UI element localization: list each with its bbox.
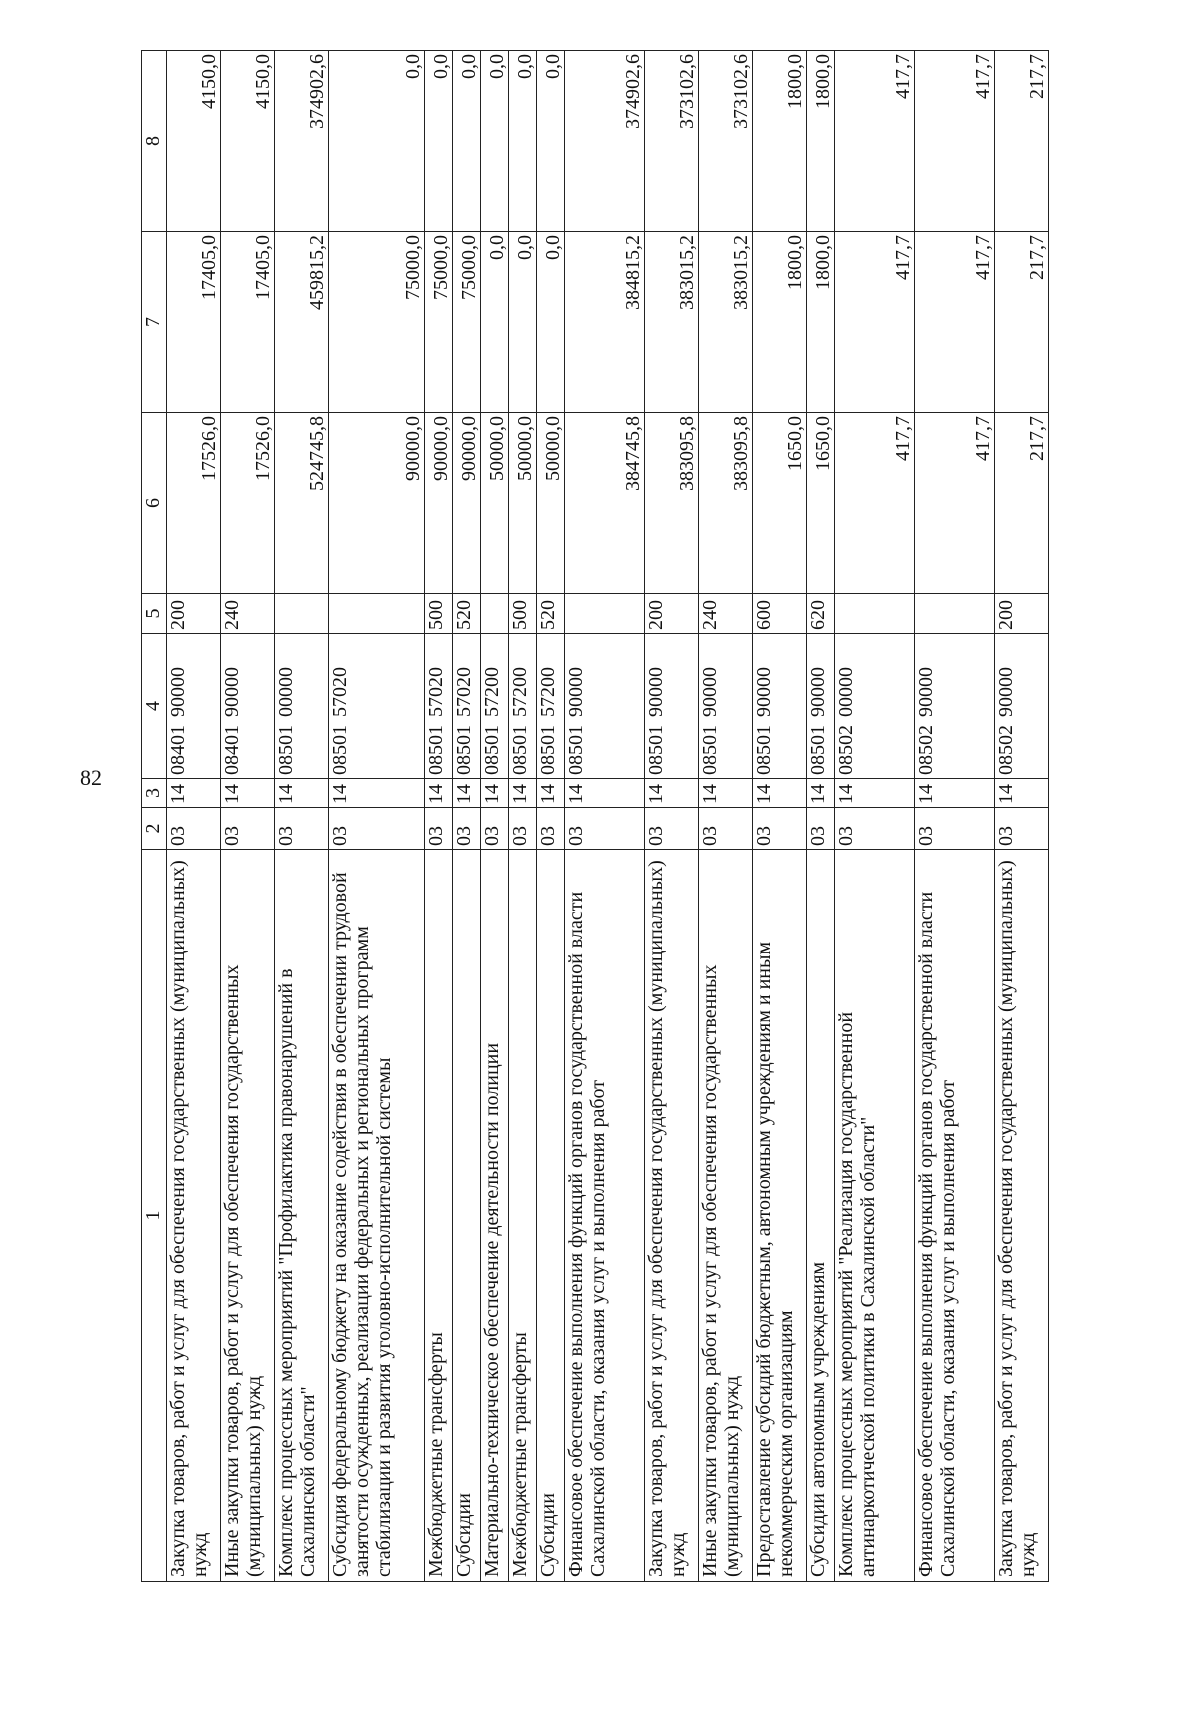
target-article-part-2: 00000 xyxy=(275,667,297,717)
row-target-article xyxy=(221,634,275,779)
target-article-part-1: 08501 xyxy=(537,725,559,775)
table-row xyxy=(537,51,565,1582)
row-target-article xyxy=(699,634,753,779)
row-subsection-code: 14 xyxy=(645,779,699,808)
row-subsection-code: 14 xyxy=(565,779,645,808)
row-expense-type: 200 xyxy=(167,594,221,634)
row-value-col7: 0,0 xyxy=(481,232,509,413)
row-subsection-code: 14 xyxy=(329,779,425,808)
row-value-col7: 417,7 xyxy=(835,232,915,413)
col-header-8: 8 xyxy=(142,51,167,232)
col-header-2: 2 xyxy=(142,808,167,850)
target-article-part-1: 08502 xyxy=(995,725,1017,775)
row-value-col6: 50000,0 xyxy=(481,413,509,594)
target-article-part-1: 08501 xyxy=(645,725,667,775)
row-name: Комплекс процессных мероприятий "Реализация государственной антинаркотической политики в Сахалинской области" xyxy=(835,850,915,1582)
row-name: Материально-техническое обеспечение деятельности полиции xyxy=(481,850,509,1582)
target-article-part-2: 57020 xyxy=(329,667,351,717)
target-article-part-1: 08501 xyxy=(565,725,587,775)
row-expense-type xyxy=(329,594,425,634)
target-article-part-1: 08501 xyxy=(425,725,447,775)
row-name: Субсидии xyxy=(453,850,481,1582)
target-article-part-1: 08501 xyxy=(509,725,531,775)
row-value-col6: 90000,0 xyxy=(453,413,481,594)
target-article-part-1: 08501 xyxy=(329,725,351,775)
row-value-col7: 384815,2 xyxy=(565,232,645,413)
row-section-code: 03 xyxy=(275,808,329,850)
row-value-col7: 17405,0 xyxy=(167,232,221,413)
target-article-part-1: 08501 xyxy=(699,725,721,775)
target-article-part-2: 90000 xyxy=(565,667,587,717)
row-target-article xyxy=(167,634,221,779)
row-target-article xyxy=(995,634,1049,779)
row-subsection-code: 14 xyxy=(537,779,565,808)
table-row xyxy=(453,51,481,1582)
row-value-col6: 90000,0 xyxy=(425,413,453,594)
target-article-part-2: 57020 xyxy=(453,667,475,717)
table-row xyxy=(699,51,753,1582)
row-section-code: 03 xyxy=(221,808,275,850)
row-section-code: 03 xyxy=(807,808,835,850)
row-value-col8: 0,0 xyxy=(425,51,453,232)
row-subsection-code: 14 xyxy=(995,779,1049,808)
row-name: Закупка товаров, работ и услуг для обеспечения государственных (муниципальных) нужд xyxy=(995,850,1049,1582)
row-name: Субсидии автономным учреждениям xyxy=(807,850,835,1582)
row-section-code: 03 xyxy=(995,808,1049,850)
target-article-part-2: 57200 xyxy=(509,667,531,717)
row-expense-type: 620 xyxy=(807,594,835,634)
row-expense-type xyxy=(835,594,915,634)
row-value-col8: 1800,0 xyxy=(753,51,807,232)
row-expense-type: 240 xyxy=(221,594,275,634)
row-value-col6: 383095,8 xyxy=(699,413,753,594)
budget-table xyxy=(141,50,1049,1582)
row-section-code: 03 xyxy=(645,808,699,850)
row-section-code: 03 xyxy=(509,808,537,850)
table-row xyxy=(425,51,453,1582)
target-article-part-2: 57200 xyxy=(537,667,559,717)
row-target-article xyxy=(835,634,915,779)
row-target-article xyxy=(275,634,329,779)
row-subsection-code: 14 xyxy=(753,779,807,808)
row-value-col6: 17526,0 xyxy=(167,413,221,594)
row-expense-type: 500 xyxy=(425,594,453,634)
table-row xyxy=(753,51,807,1582)
row-value-col8: 373102,6 xyxy=(645,51,699,232)
row-name: Иные закупки товаров, работ и услуг для обеспечения государственных (муниципальных) нужд xyxy=(699,850,753,1582)
target-article-part-2: 00000 xyxy=(835,667,857,717)
row-target-article xyxy=(915,634,995,779)
row-target-article xyxy=(329,634,425,779)
target-article-part-2: 90000 xyxy=(753,667,775,717)
target-article-part-1: 08501 xyxy=(481,725,503,775)
row-expense-type xyxy=(565,594,645,634)
row-value-col8: 417,7 xyxy=(835,51,915,232)
row-subsection-code: 14 xyxy=(807,779,835,808)
row-target-article xyxy=(753,634,807,779)
row-expense-type: 500 xyxy=(509,594,537,634)
row-value-col8: 374902,6 xyxy=(275,51,329,232)
row-value-col7: 17405,0 xyxy=(221,232,275,413)
target-article-part-1: 08501 xyxy=(453,725,475,775)
row-section-code: 03 xyxy=(425,808,453,850)
target-article-part-2: 90000 xyxy=(699,667,721,717)
row-section-code: 03 xyxy=(915,808,995,850)
row-name: Финансовое обеспечение выполнения функций органов государственной власти Сахалинской области, оказания услуг и выполнения работ xyxy=(565,850,645,1582)
row-target-article xyxy=(537,634,565,779)
row-target-article xyxy=(807,634,835,779)
row-name: Финансовое обеспечение выполнения функций органов государственной власти Сахалинской области, оказания услуг и выполнения работ xyxy=(915,850,995,1582)
row-value-col7: 383015,2 xyxy=(645,232,699,413)
row-name: Иные закупки товаров, работ и услуг для обеспечения государственных (муниципальных) нужд xyxy=(221,850,275,1582)
row-subsection-code: 14 xyxy=(425,779,453,808)
row-value-col8: 417,7 xyxy=(915,51,995,232)
row-value-col6: 384745,8 xyxy=(565,413,645,594)
row-expense-type xyxy=(275,594,329,634)
row-value-col6: 417,7 xyxy=(915,413,995,594)
row-expense-type: 520 xyxy=(453,594,481,634)
row-name: Предоставление субсидий бюджетным, автономным учреждениям и иным некоммерческим организациям xyxy=(753,850,807,1582)
row-value-col7: 75000,0 xyxy=(329,232,425,413)
row-value-col7: 217,7 xyxy=(995,232,1049,413)
row-section-code: 03 xyxy=(537,808,565,850)
row-subsection-code: 14 xyxy=(509,779,537,808)
row-value-col6: 90000,0 xyxy=(329,413,425,594)
target-article-part-2: 57200 xyxy=(481,667,503,717)
target-article-part-1: 08401 xyxy=(167,725,189,775)
page-number: 82 xyxy=(80,765,102,790)
target-article-part-2: 90000 xyxy=(995,667,1017,717)
row-value-col6: 1650,0 xyxy=(753,413,807,594)
row-subsection-code: 14 xyxy=(835,779,915,808)
row-value-col8: 0,0 xyxy=(509,51,537,232)
row-value-col8: 0,0 xyxy=(537,51,565,232)
row-value-col7: 1800,0 xyxy=(753,232,807,413)
row-value-col8: 217,7 xyxy=(995,51,1049,232)
row-target-article xyxy=(509,634,537,779)
row-value-col6: 383095,8 xyxy=(645,413,699,594)
row-expense-type xyxy=(915,594,995,634)
row-subsection-code: 14 xyxy=(221,779,275,808)
col-header-6: 6 xyxy=(142,413,167,594)
col-header-1: 1 xyxy=(142,850,167,1582)
row-expense-type: 200 xyxy=(995,594,1049,634)
row-value-col8: 373102,6 xyxy=(699,51,753,232)
row-value-col6: 217,7 xyxy=(995,413,1049,594)
row-value-col8: 1800,0 xyxy=(807,51,835,232)
row-value-col6: 1650,0 xyxy=(807,413,835,594)
row-value-col7: 383015,2 xyxy=(699,232,753,413)
table-row xyxy=(167,51,221,1582)
row-section-code: 03 xyxy=(835,808,915,850)
table-row xyxy=(221,51,275,1582)
table-row xyxy=(645,51,699,1582)
row-name: Закупка товаров, работ и услуг для обеспечения государственных (муниципальных) нужд xyxy=(167,850,221,1582)
row-name: Комплекс процессных мероприятий "Профилактика правонарушений в Сахалинской области" xyxy=(275,850,329,1582)
table-row xyxy=(329,51,425,1582)
row-expense-type: 200 xyxy=(645,594,699,634)
target-article-part-1: 08501 xyxy=(275,725,297,775)
row-subsection-code: 14 xyxy=(481,779,509,808)
target-article-part-1: 08401 xyxy=(221,725,243,775)
row-section-code: 03 xyxy=(453,808,481,850)
row-name: Закупка товаров, работ и услуг для обеспечения государственных (муниципальных) нужд xyxy=(645,850,699,1582)
row-subsection-code: 14 xyxy=(275,779,329,808)
header-row xyxy=(142,51,167,1582)
col-header-5: 5 xyxy=(142,594,167,634)
row-expense-type: 520 xyxy=(537,594,565,634)
row-subsection-code: 14 xyxy=(167,779,221,808)
table-row xyxy=(509,51,537,1582)
table-row xyxy=(915,51,995,1582)
target-article-part-1: 08501 xyxy=(753,725,775,775)
table-row xyxy=(275,51,329,1582)
row-section-code: 03 xyxy=(699,808,753,850)
row-subsection-code: 14 xyxy=(699,779,753,808)
row-expense-type xyxy=(481,594,509,634)
target-article-part-2: 90000 xyxy=(221,667,243,717)
row-value-col7: 0,0 xyxy=(537,232,565,413)
row-target-article xyxy=(425,634,453,779)
row-value-col6: 50000,0 xyxy=(509,413,537,594)
row-expense-type: 240 xyxy=(699,594,753,634)
row-name: Субсидии xyxy=(537,850,565,1582)
row-target-article xyxy=(645,634,699,779)
row-value-col6: 50000,0 xyxy=(537,413,565,594)
row-value-col7: 417,7 xyxy=(915,232,995,413)
row-target-article xyxy=(565,634,645,779)
row-section-code: 03 xyxy=(167,808,221,850)
row-value-col7: 1800,0 xyxy=(807,232,835,413)
row-expense-type: 600 xyxy=(753,594,807,634)
row-value-col6: 17526,0 xyxy=(221,413,275,594)
table-row xyxy=(835,51,915,1582)
budget-table-rotated xyxy=(141,51,1047,1582)
row-value-col7: 75000,0 xyxy=(453,232,481,413)
col-header-7: 7 xyxy=(142,232,167,413)
col-header-3: 3 xyxy=(142,779,167,808)
row-value-col8: 374902,6 xyxy=(565,51,645,232)
row-section-code: 03 xyxy=(481,808,509,850)
target-article-part-2: 57020 xyxy=(425,667,447,717)
row-target-article xyxy=(481,634,509,779)
target-article-part-1: 08502 xyxy=(915,725,937,775)
row-value-col8: 0,0 xyxy=(329,51,425,232)
target-article-part-2: 90000 xyxy=(807,667,829,717)
row-section-code: 03 xyxy=(329,808,425,850)
row-value-col8: 4150,0 xyxy=(167,51,221,232)
row-section-code: 03 xyxy=(753,808,807,850)
row-value-col8: 0,0 xyxy=(481,51,509,232)
target-article-part-1: 08502 xyxy=(835,725,857,775)
row-subsection-code: 14 xyxy=(915,779,995,808)
target-article-part-2: 90000 xyxy=(167,667,189,717)
target-article-part-1: 08501 xyxy=(807,725,829,775)
row-name: Межбюджетные трансферты xyxy=(509,850,537,1582)
col-header-4: 4 xyxy=(142,634,167,779)
table-row xyxy=(995,51,1049,1582)
table-row xyxy=(807,51,835,1582)
row-value-col6: 524745,8 xyxy=(275,413,329,594)
row-name: Межбюджетные трансферты xyxy=(425,850,453,1582)
row-value-col7: 75000,0 xyxy=(425,232,453,413)
row-target-article xyxy=(453,634,481,779)
row-subsection-code: 14 xyxy=(453,779,481,808)
row-name: Субсидия федеральному бюджету на оказание содействия в обеспечении трудовой занятости осужденных, реализации федеральных и региональных программ стабилизации и развития уголовно-исполнительной системы xyxy=(329,850,425,1582)
table-row xyxy=(481,51,509,1582)
row-section-code: 03 xyxy=(565,808,645,850)
target-article-part-2: 90000 xyxy=(645,667,667,717)
table-row xyxy=(565,51,645,1582)
row-value-col7: 459815,2 xyxy=(275,232,329,413)
row-value-col6: 417,7 xyxy=(835,413,915,594)
row-value-col8: 4150,0 xyxy=(221,51,275,232)
row-value-col8: 0,0 xyxy=(453,51,481,232)
row-value-col7: 0,0 xyxy=(509,232,537,413)
target-article-part-2: 90000 xyxy=(915,667,937,717)
